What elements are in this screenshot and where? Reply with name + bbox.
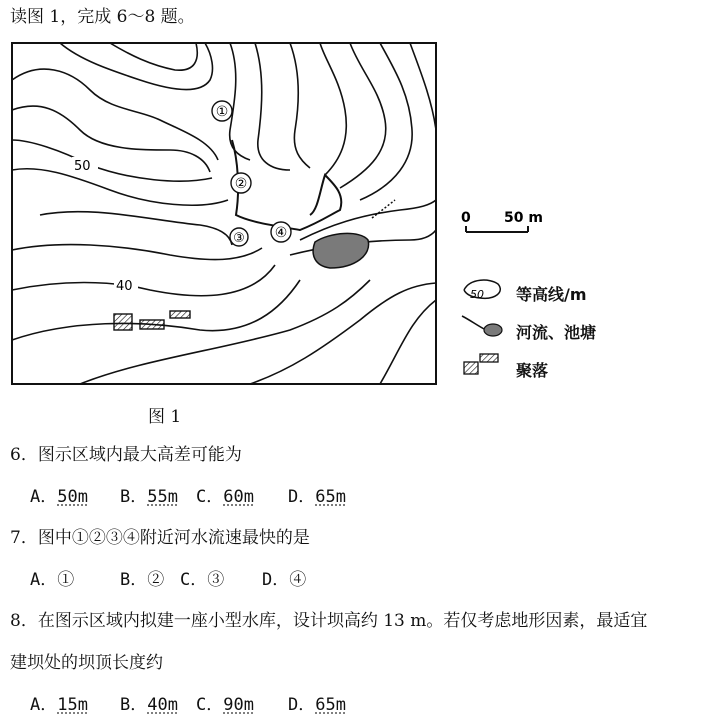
svg-text:③: ③ (233, 231, 245, 246)
q7-option-a: A．① (30, 570, 75, 590)
question-8-stem-line2: 建坝处的坝顶长度约 (10, 653, 163, 673)
q6-option-b: B．55m (120, 487, 178, 507)
marker-2 (231, 173, 251, 193)
pond (313, 233, 368, 268)
scale-zero: 0 (461, 210, 471, 226)
marker-3 (230, 228, 248, 246)
q8-option-c: C．90m (196, 695, 254, 715)
svg-text:①: ① (215, 104, 229, 120)
q6-option-a: A．50m (30, 487, 88, 507)
marker-4 (271, 222, 291, 242)
q7-option-c: C．③ (180, 570, 225, 590)
q8-option-a: A．15m (30, 695, 88, 715)
q8-option-b: B．40m (120, 695, 178, 715)
contour-lines (12, 43, 436, 384)
contour-label-40: 40 (116, 279, 133, 294)
legend-settlement-label: 聚落 (516, 361, 549, 380)
q6-option-d: D．65m (288, 487, 346, 507)
contour-label-50: 50 (74, 159, 91, 174)
question-6-stem: 6．图示区域内最大高差可能为 (10, 445, 242, 465)
legend-contour-symbol (464, 280, 500, 301)
svg-text:50: 50 (470, 288, 484, 301)
intro-text: 读图 1，完成 6～8 题。 (10, 7, 195, 27)
svg-text:②: ② (234, 176, 248, 192)
q6-option-c: C．60m (196, 487, 254, 507)
q7-option-d: D．④ (262, 570, 307, 590)
marker-1 (212, 101, 232, 121)
svg-text:④: ④ (274, 225, 288, 241)
legend-contour-label: 等高线/m (516, 285, 587, 304)
q7-option-b: B．② (120, 570, 165, 590)
scale-length: 50 m (504, 210, 543, 226)
legend-river-label: 河流、池塘 (516, 323, 597, 342)
question-8-stem-line1: 8．在图示区域内拟建一座小型水库，设计坝高约 13 m。若仅考虑地形因素，最适宜 (10, 611, 648, 631)
cliff-mark (372, 200, 395, 218)
legend-river-symbol (462, 316, 502, 336)
legend-settlement-symbol (464, 354, 498, 374)
map-frame (12, 43, 436, 384)
question-7-stem: 7．图中①②③④附近河水流速最快的是 (10, 528, 310, 548)
q8-option-d: D．65m (288, 695, 346, 715)
scale-bar (466, 226, 528, 232)
figure-caption: 图 1 (148, 407, 182, 427)
